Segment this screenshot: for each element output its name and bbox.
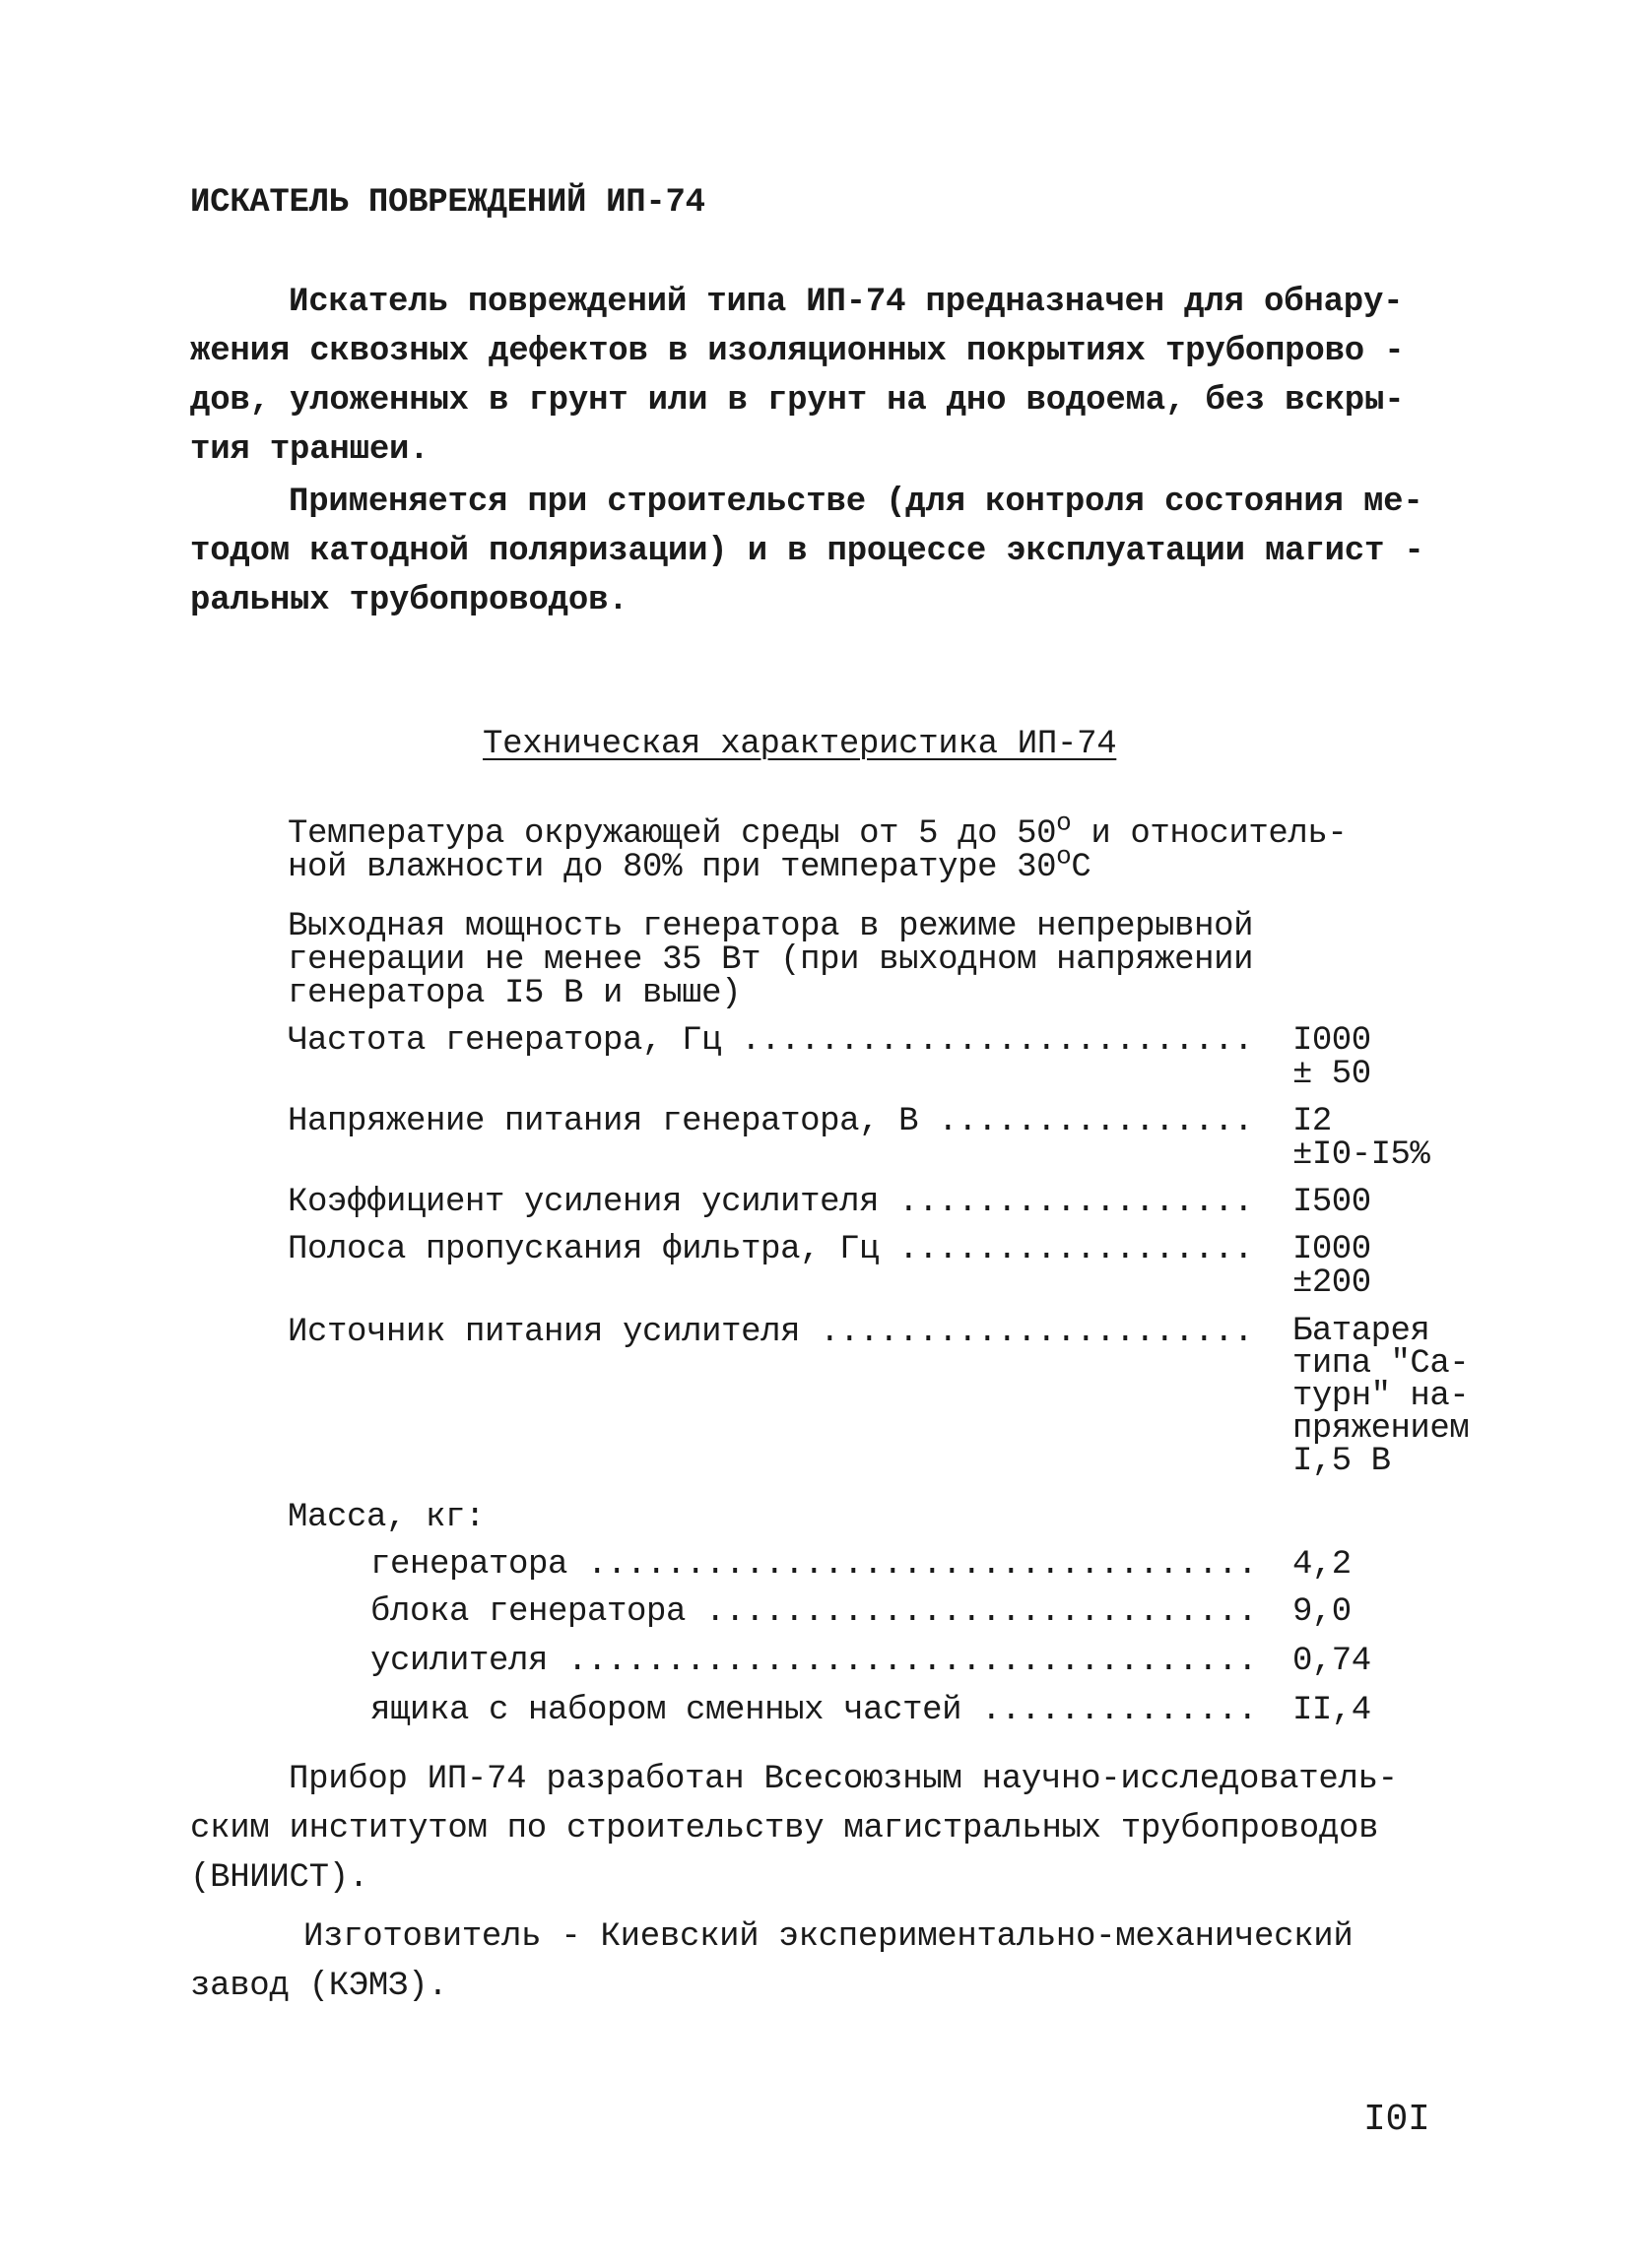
mass-item-value: 4,2 [1292,1546,1352,1584]
text-line: дов, уложенных в грунт или в грунт на дно водоема, без вскры- [190,382,1405,420]
text-line: жения сквозных дефектов в изоляционных покрытиях трубопрово - [190,333,1405,370]
text-line: (ВНИИСТ). [190,1859,368,1897]
intro-paragraph-2 [190,478,1471,625]
text-line: тия траншеи. [190,431,430,469]
mass-item-label: генератора .................................. [370,1546,1258,1584]
text-line: Температура окружающей среды от 5 до $50^о$ и относитель- [288,808,1348,853]
text-line: ральных трубопроводов. [190,582,628,619]
mass-heading: Масса, кг: [288,1499,486,1536]
spec-row-value: I500 [1292,1184,1371,1221]
mass-item-value: 9,0 [1292,1593,1352,1631]
spec-row-value: I2 ±I0-I5% [1292,1103,1430,1174]
mass-item-label: блока генератора ............................ [370,1593,1258,1631]
document-title: ИСКАТЕЛЬ ПОВРЕЖДЕНИЙ ИП-74 [190,184,705,222]
spec-row-label: Полоса пропускания фильтра, Гц .................. [288,1231,1254,1268]
spec-temperature [288,808,1348,886]
spec-row-value: I000 ± 50 [1292,1022,1371,1093]
spec-row-label: Частота генератора, Гц .......................... [288,1022,1254,1060]
page-number: I0I [1363,2099,1430,2141]
text-line: Изготовитель - Киевский экспериментально-механический [303,1918,1354,1956]
manufacturer-paragraph [190,1912,1353,2011]
mass-item-value: II,4 [1292,1692,1371,1729]
text-line: генератора I5 В и выше) [288,975,742,1012]
mass-item-label: усилителя ................................... [370,1643,1258,1680]
text-line: ной влажности до 80% при температуре $30^оС$ [288,841,1091,886]
spec-row-label: Напряжение питания генератора, В ................ [288,1103,1254,1140]
mass-item-value: 0,74 [1292,1643,1371,1680]
text-line: Прибор ИП-74 разработан Всесоюзным научно-исследователь- [289,1761,1398,1798]
text-line: Применяется при строительстве (для контроля состояния ме- [289,484,1423,521]
text-line: тодом катодной поляризации) и в процессе эксплуатации магист - [190,533,1424,570]
text-line: завод (КЭМЗ). [190,1968,448,2005]
text-line: Искатель повреждений типа ИП-74 предназначен для обнару- [289,284,1404,321]
spec-heading: Техническая характеристика ИП-74 [483,726,1117,763]
intro-paragraph-1 [190,278,1471,475]
spec-row-value: Батарея типа "Са- турн" на- пряжением I,5 В [1292,1313,1470,1480]
mass-item-label: ящика с набором сменных частей .............. [370,1692,1258,1729]
developer-paragraph [190,1755,1398,1903]
text-line: генерации не менее 35 Вт (при выходном напряжении [288,941,1254,979]
spec-power [288,910,1253,1010]
spec-row-label: Коэффициент усиления усилителя .................. [288,1184,1254,1221]
text-line: ским институтом по строительству магистральных трубопроводов [190,1810,1379,1847]
spec-row-label: Источник питания усилителя ...................... [288,1314,1254,1351]
spec-row-value: I000 ±200 [1292,1231,1371,1302]
text-line: Выходная мощность генератора в режиме непрерывной [288,908,1254,945]
